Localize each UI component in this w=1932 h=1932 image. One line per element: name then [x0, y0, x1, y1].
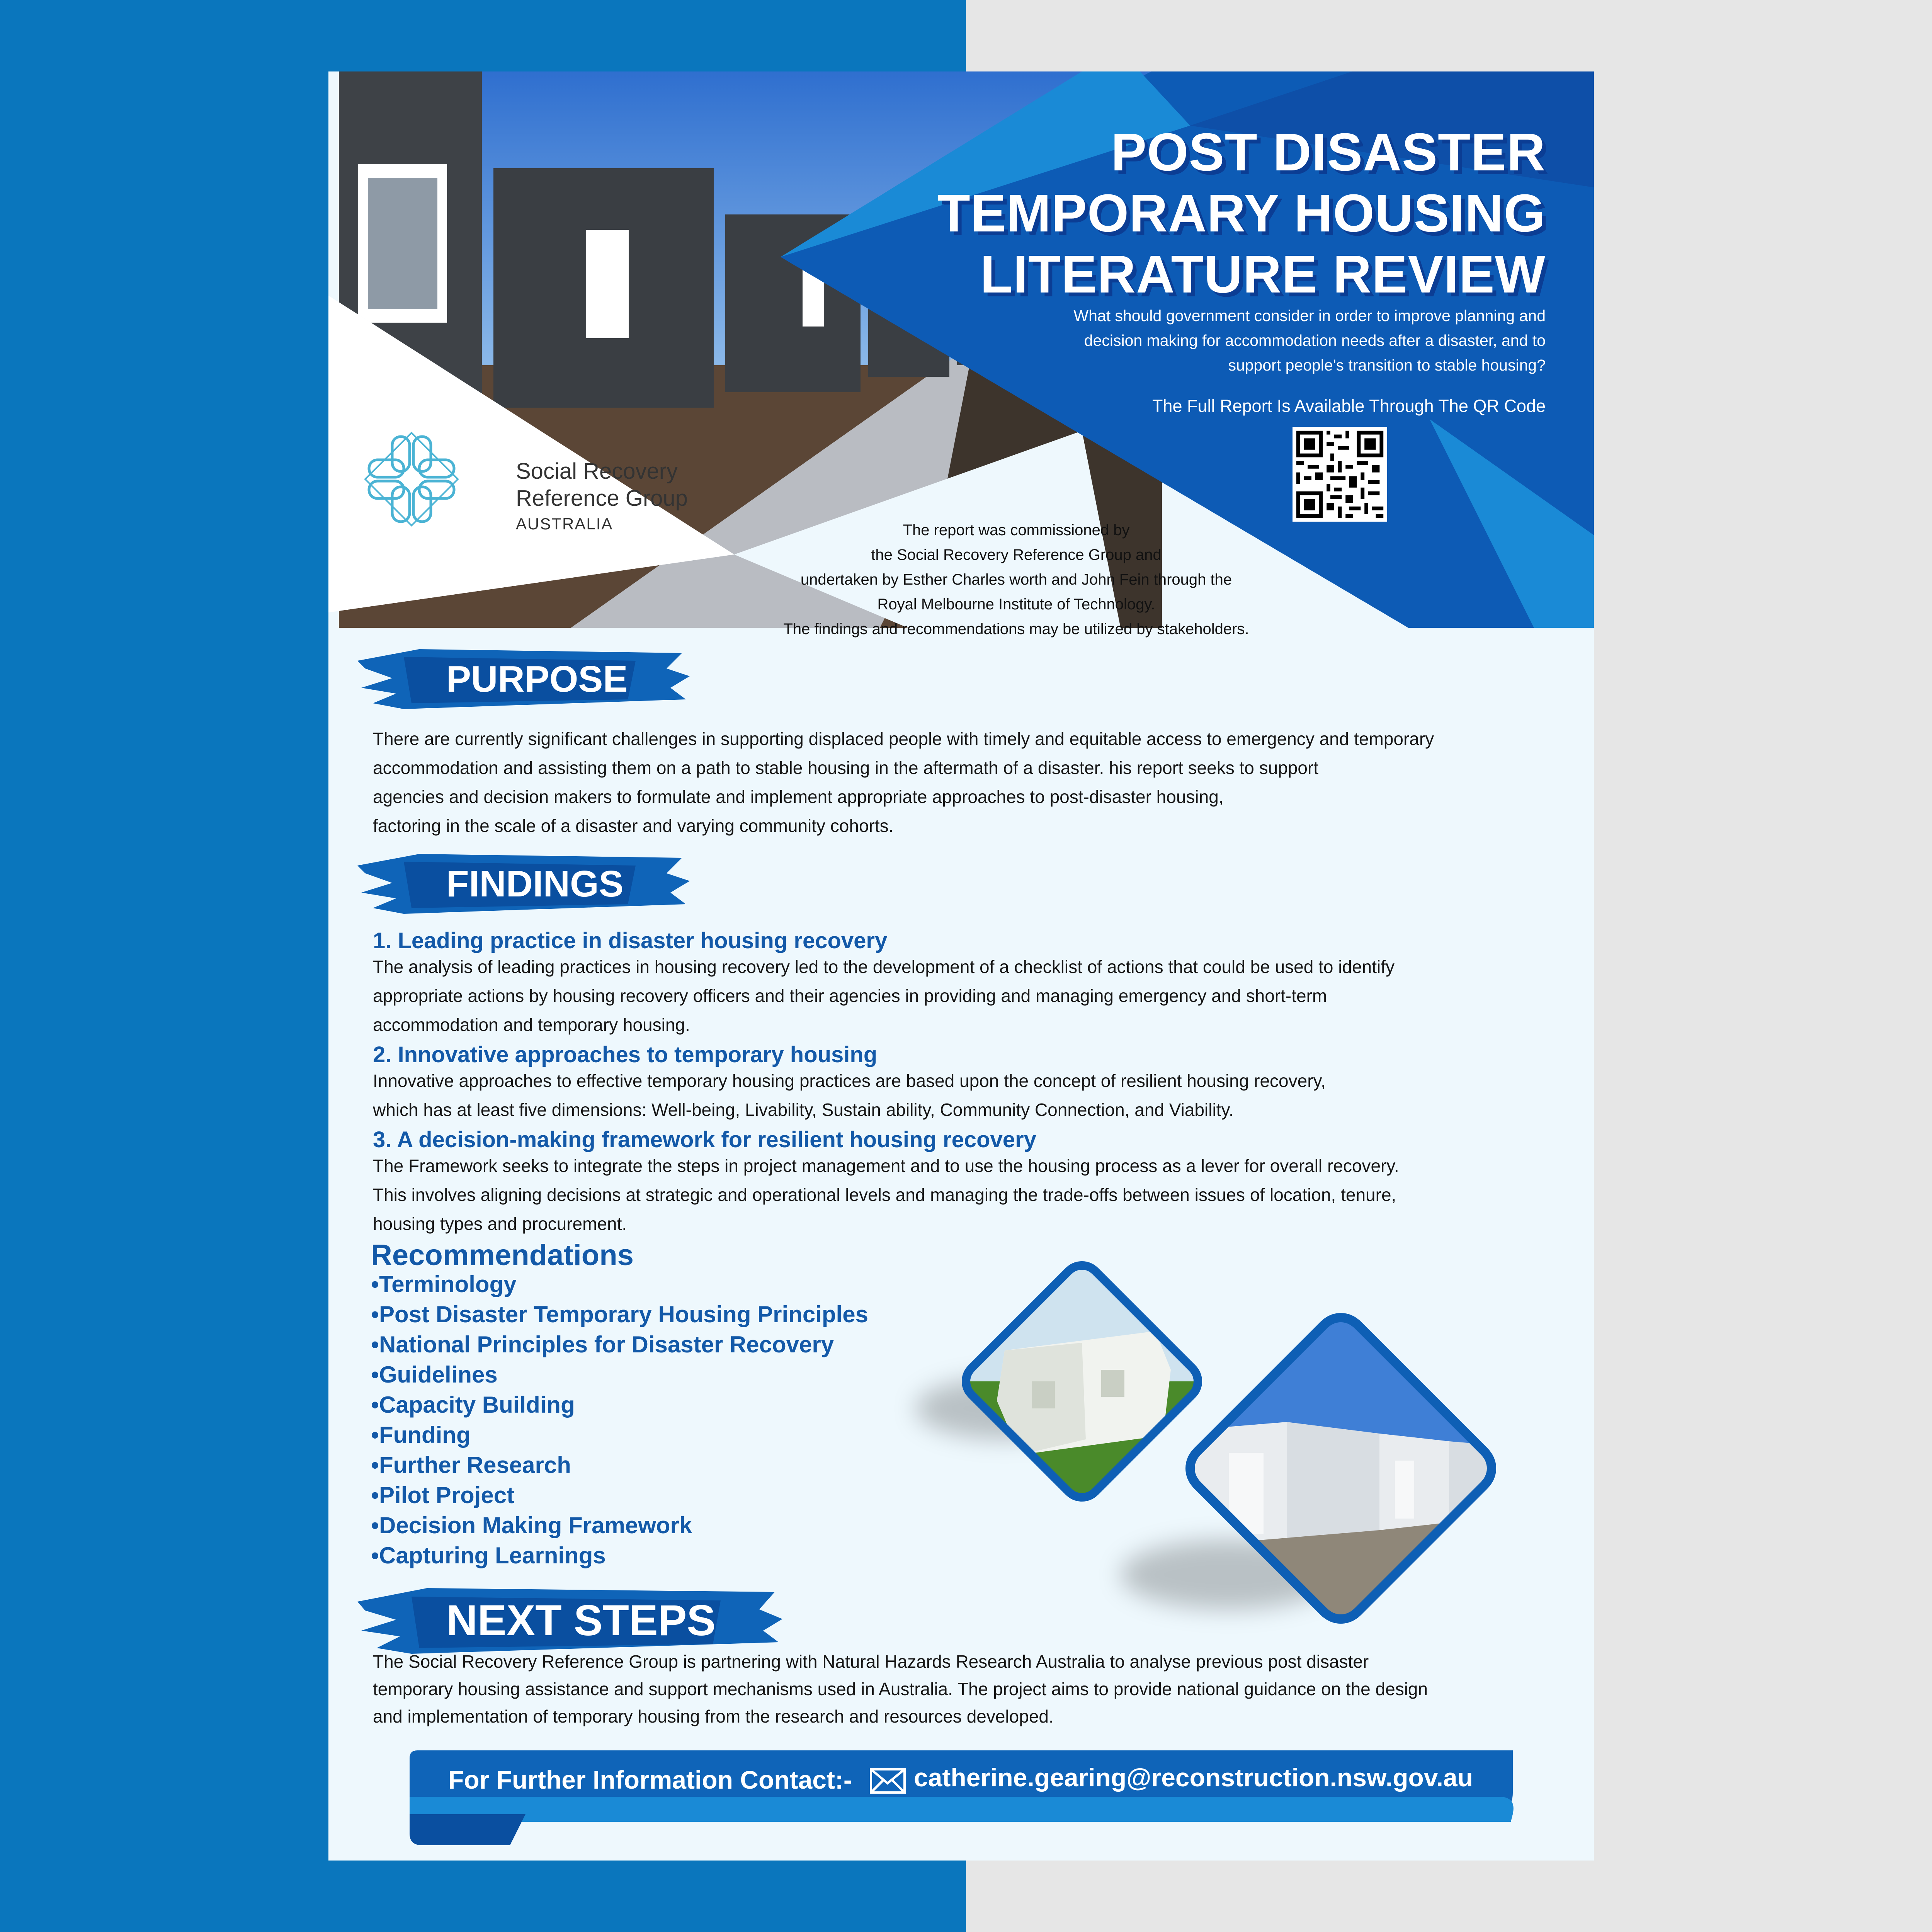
finding-line: Innovative approaches to effective temporary housing practices are based upon the concept of resilient housing recovery,	[373, 1071, 1326, 1091]
recommendation-item: •Post Disaster Temporary Housing Principles	[371, 1301, 868, 1327]
recommendations-list	[371, 1269, 868, 1571]
next-steps-banner	[357, 1584, 782, 1658]
finding-line: which has at least five dimensions: Well-being, Livability, Sustain ability, Community Connection, and Viability.	[373, 1100, 1234, 1120]
finding-line: The analysis of leading practices in housing recovery led to the development of a checklist of actions that could be used to identify	[373, 957, 1395, 977]
commission-line: Royal Melbourne Institute of Technology.	[877, 596, 1155, 613]
contact-bar	[410, 1750, 1517, 1845]
finding-line: This involves aligning decisions at strategic and operational levels and managing the trade-offs between issues of location, tenure,	[373, 1185, 1396, 1205]
recommendation-item: •Capacity Building	[371, 1392, 575, 1418]
recommendation-item: •Guidelines	[371, 1362, 498, 1388]
finding-1-text	[373, 952, 1395, 1039]
logo-line-3: AUSTRALIA	[516, 515, 613, 533]
contact-label: For Further Information Contact:-	[448, 1765, 852, 1794]
question-line: decision making for accommodation needs after a disaster, and to	[1084, 332, 1546, 349]
title-line: TEMPORARY HOUSING	[937, 184, 1546, 243]
next-steps-heading: NEXT STEPS	[446, 1596, 716, 1645]
question-line: What should government consider in order to improve planning and	[1073, 307, 1546, 325]
finding-1-title: 1. Leading practice in disaster housing recovery	[373, 928, 888, 953]
finding-3-title: 3. A decision-making framework for resilient housing recovery	[373, 1127, 1036, 1152]
contact-email-link[interactable]: catherine.gearing@reconstruction.nsw.gov.au	[914, 1763, 1473, 1792]
purpose-text	[373, 724, 1434, 840]
purpose-heading: PURPOSE	[446, 658, 628, 700]
commission-line: undertaken by Esther Charles worth and John Fein through the	[800, 571, 1232, 588]
commission-line: the Social Recovery Reference Group and	[871, 546, 1162, 563]
next-steps-line: and implementation of temporary housing from the research and resources developed.	[373, 1706, 1054, 1726]
recommendation-item: •Funding	[371, 1422, 471, 1448]
finding-2-title: 2. Innovative approaches to temporary housing	[373, 1042, 878, 1067]
findings-banner	[357, 850, 690, 918]
title-line: POST DISASTER	[1111, 122, 1546, 182]
next-steps-line: The Social Recovery Reference Group is partnering with Natural Hazards Research Australia to analyse previous post disaster	[373, 1651, 1369, 1672]
next-steps-text	[373, 1648, 1428, 1730]
commission-line: The findings and recommendations may be utilized by stakeholders.	[783, 621, 1249, 638]
title-line: LITERATURE REVIEW	[980, 245, 1546, 304]
logo-wordmark	[516, 458, 688, 536]
recommendations-heading: Recommendations	[371, 1239, 634, 1272]
qr-caption: The Full Report Is Available Through The QR Code	[1152, 396, 1546, 416]
cabins-photo	[1179, 1306, 1503, 1631]
finding-3-text	[373, 1151, 1399, 1238]
logo-line-1: Social Recovery	[516, 459, 678, 484]
next-steps-line: temporary housing assistance and support mechanisms used in Australia. The project aims to provide national guidance on the design	[373, 1679, 1428, 1699]
envelope-icon	[869, 1768, 906, 1794]
purpose-line: accommodation and assisting them on a path to stable housing in the aftermath of a disaster. his report seeks to support	[373, 758, 1319, 778]
findings-heading: FINDINGS	[446, 863, 624, 905]
recommendation-item: •Terminology	[371, 1271, 517, 1297]
commission-line: The report was commissioned by	[903, 522, 1130, 539]
finding-line: housing types and procurement.	[373, 1214, 627, 1234]
logo-line-2: Reference Group	[516, 486, 688, 511]
report-title	[938, 122, 1546, 305]
commission-note	[746, 518, 1287, 641]
purpose-line: There are currently significant challenges in supporting displaced people with timely and equitable access to emergency and temporary	[373, 729, 1434, 749]
recommendation-item: •Further Research	[371, 1452, 571, 1478]
recommendation-item: •Capturing Learnings	[371, 1543, 606, 1568]
purpose-line: agencies and decision makers to formulate and implement appropriate approaches to post-disaster housing,	[373, 787, 1224, 807]
recommendation-item: •Decision Making Framework	[371, 1512, 692, 1538]
purpose-banner	[357, 645, 690, 713]
srrg-logo-icon	[361, 429, 462, 529]
finding-line: The Framework seeks to integrate the steps in project management and to use the housing process as a lever for overall recovery.	[373, 1156, 1399, 1176]
finding-line: appropriate actions by housing recovery officers and their agencies in providing and managing emergency and short-term	[373, 986, 1327, 1006]
recommendation-item: •Pilot Project	[371, 1482, 515, 1508]
recommendation-item: •National Principles for Disaster Recovery	[371, 1332, 834, 1357]
tent-photo	[954, 1254, 1209, 1509]
research-question	[1005, 303, 1546, 378]
flyer-sheet	[328, 71, 1594, 1861]
finding-line: accommodation and temporary housing.	[373, 1015, 690, 1035]
purpose-line: factoring in the scale of a disaster and varying community cohorts.	[373, 816, 894, 836]
qr-code-icon[interactable]	[1293, 427, 1387, 522]
question-line: support people's transition to stable housing?	[1228, 356, 1546, 374]
finding-2-text	[373, 1066, 1326, 1124]
